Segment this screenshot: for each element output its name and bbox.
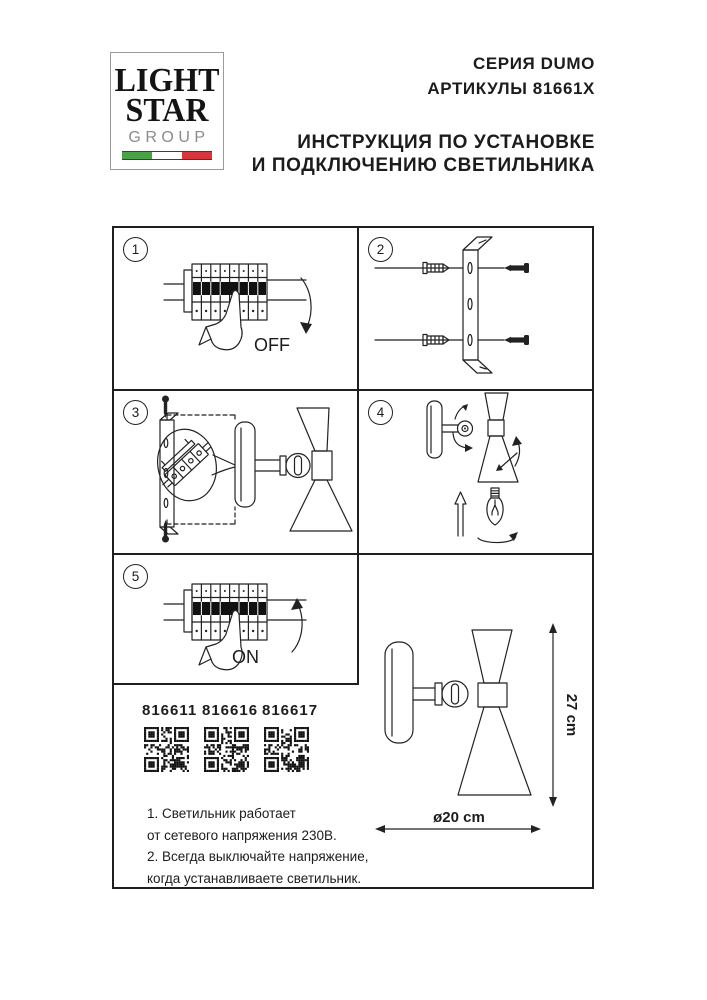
article-816611 [142, 702, 198, 772]
bulb-icon [478, 488, 518, 543]
italian-flag-bar [122, 151, 212, 160]
article-code: 816611 [142, 702, 198, 719]
height-dimension-label: 27 cm [563, 693, 580, 737]
lightstar-logo [110, 52, 224, 170]
step-1-number: 1 [131, 242, 140, 257]
series-title: СЕРИЯ DUMO [472, 54, 595, 73]
article-code: 816616 [202, 702, 259, 719]
step-4-bulb-drawing [359, 391, 596, 553]
articles-section [114, 685, 369, 886]
anchor-and-screw-bottom [375, 335, 529, 346]
step-5-number: 5 [131, 569, 140, 584]
step-1-breaker-off-drawing [114, 228, 357, 389]
terminal-detail-balloon [151, 424, 235, 506]
lamp-side-view [427, 393, 518, 482]
article-code: 816617 [262, 702, 319, 719]
diameter-dimension [375, 809, 541, 833]
dimension-drawing [359, 555, 596, 887]
rotation-arrows [453, 404, 522, 471]
logo-line-star: STAR [125, 92, 209, 129]
off-label: OFF [254, 335, 290, 355]
flag-green-segment [122, 152, 152, 159]
wall-bracket-icon [463, 237, 492, 373]
lamp-side-view [235, 408, 352, 531]
instruction-grid [112, 226, 594, 889]
logo-line-light: LIGHT [114, 62, 220, 99]
logo-wordmark [114, 62, 220, 129]
step-3-number: 3 [131, 405, 140, 420]
header [252, 51, 595, 177]
qr-code-816611 [144, 727, 189, 772]
insert-arrow-icon [455, 492, 466, 536]
logo-line-group: GROUP [128, 129, 210, 146]
turn-on-arrow-icon [291, 598, 303, 652]
article-816616 [202, 702, 259, 772]
flag-white-segment [152, 152, 182, 159]
lamp-side-view [385, 630, 531, 795]
note-line-2: от сетевого напряжения 230В. [147, 827, 337, 843]
flag-red-segment [182, 152, 212, 159]
qr-code-816617 [264, 727, 309, 772]
step-5-breaker-on-drawing [114, 555, 357, 683]
articles-title: АРТИКУЛЫ 81661X [427, 79, 595, 98]
turn-off-arrow-icon [300, 278, 312, 334]
anchor-and-screw-top [375, 263, 529, 274]
note-line-4: когда устанавливаете светильник. [147, 870, 362, 886]
step-2-bracket-drawing [359, 228, 596, 389]
height-dimension [549, 623, 580, 807]
step-2-number: 2 [376, 242, 385, 257]
note-line-1: 1. Светильник работает [147, 806, 296, 821]
diameter-dimension-label: ø20 cm [433, 809, 485, 826]
note-line-3: 2. Всегда выключайте напряжение, [147, 849, 369, 864]
page-title-line2: И ПОДКЛЮЧЕНИЮ СВЕТИЛЬНИКА [251, 155, 595, 176]
qr-code-816616 [204, 727, 249, 772]
step-4-number: 4 [376, 405, 385, 420]
page-title-line1: ИНСТРУКЦИЯ ПО УСТАНОВКЕ [297, 132, 595, 153]
step-3-mounting-drawing [114, 391, 357, 553]
safety-notes [147, 803, 368, 889]
article-816617 [262, 702, 319, 772]
on-label: ON [232, 647, 259, 667]
